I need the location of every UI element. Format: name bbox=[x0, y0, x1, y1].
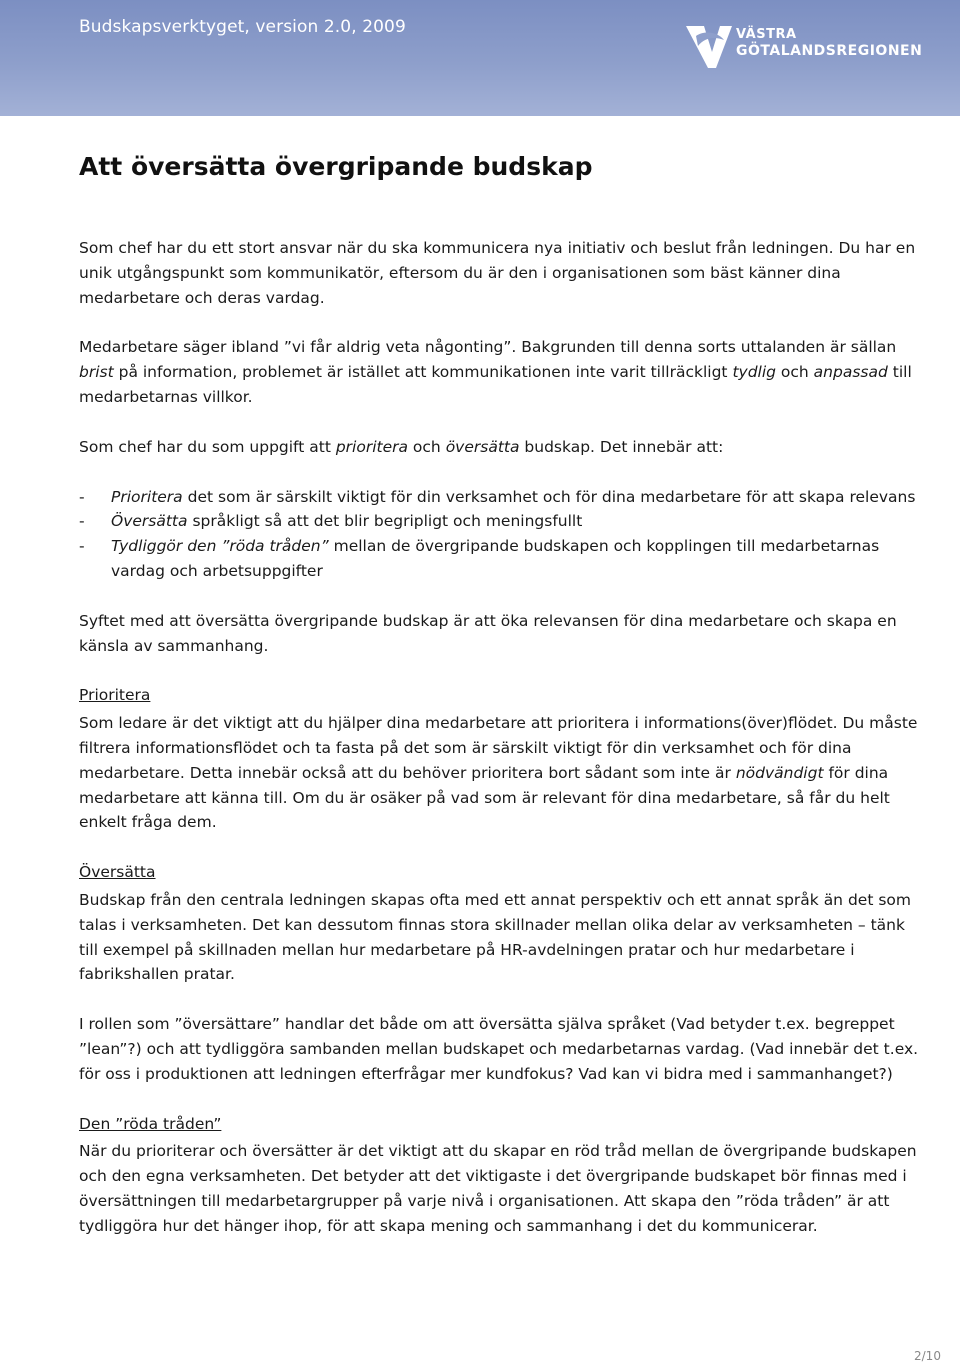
section-heading-oversatta: Översätta bbox=[79, 863, 156, 882]
list-item: - Översätta språkligt så att det blir begripligt och meningsfullt bbox=[79, 512, 583, 531]
logo-text-line1: VÄSTRA bbox=[736, 27, 797, 42]
purpose-paragraph: Syftet med att översätta övergripande budskap är att öka relevansen för dina medarbetare och skapa en känsla av sammanhang. bbox=[79, 611, 897, 655]
prioritera-paragraph: Som ledare är det viktigt att du hjälper dina medarbetare att prioritera i informations(över)flödet. Du måste filtrera informationsflödet och ta fasta på det som är särskilt viktigt för din verksamhet och för dina medarbetare. Detta innebär också att du behöver prioritera bort sådant som inte är nödvändigt för dina medarbetare att känna till. Om du är osäker på vad som är relevant för dina medarbetare, så får du helt enkelt fråga dem. bbox=[79, 714, 918, 832]
oversatta-paragraph-1: Budskap från den centrala ledningen skapas ofta med ett annat perspektiv och ett annat språk än det som talas i verksamheten. Det kan dessutom finnas stora skillnader mellan olika delar av verksamheten – tänk till exempel på skillnaden mellan hur medarbetare på HR-avdelningen pratar och hur medarbetare i fabrikshallen pratar. bbox=[79, 890, 911, 984]
intro-paragraph-1: Som chef har du ett stort ansvar när du ska kommunicera nya initiativ och beslut från ledningen. Du har en unik utgångspunkt som kommunikatör, eftersom du är den i organisationen som bäst känner dina medarbetare och deras vardag. bbox=[79, 239, 916, 307]
task-list bbox=[79, 485, 919, 584]
section-roda-traden bbox=[79, 1112, 919, 1239]
intro-paragraph-2: Medarbetare säger ibland ”vi får aldrig veta någonting”. Bakgrunden till denna sorts uttalanden är sällan brist på information, problemet är istället att kommunikationen inte varit tillräckligt tydlig och anpassad till medarbetarnas villkor. bbox=[79, 338, 912, 406]
page-number: 2/10 bbox=[914, 1349, 941, 1363]
list-item: - Prioritera det som är särskilt viktigt för din verksamhet och för dina medarbetare för att skapa relevans bbox=[79, 487, 916, 506]
section-prioritera bbox=[79, 683, 919, 835]
logo-text-line2: GÖTALANDSREGIONEN bbox=[736, 43, 923, 59]
section-oversatta bbox=[79, 860, 919, 1086]
vgr-logo bbox=[684, 22, 923, 72]
oversatta-paragraph-2: I rollen som ”översättare” handlar det både om att översätta själva språket (Vad betyder t.ex. begreppet ”lean”?) och att tydliggöra sambanden mellan budskapet och medarbetarnas vardag. (Vad innebär det t.ex. för oss i produktionen att ledningen efterfrågar mer kundfokus? Vad kan vi bidra med i sammanhanget?) bbox=[79, 1015, 919, 1083]
document-body bbox=[79, 236, 919, 1264]
document-header-title: Budskapsverktyget, version 2.0, 2009 bbox=[79, 17, 406, 37]
roda-traden-paragraph: När du prioriterar och översätter är det viktigt att du skapar en röd tråd mellan de övergripande budskapen och den egna verksamheten. Det betyder att det viktigaste i det övergripande budskapet bör finnas med i översättningen till medarbetargrupper på varje nivå i organisationen. Att skapa den ”röda tråden” är att tydliggöra hur det hänger ihop, för att skapa mening och sammanhang i det du kommunicerar. bbox=[79, 1142, 917, 1235]
page-title: Att översätta övergripande budskap bbox=[79, 152, 593, 181]
section-heading-roda-traden: Den ”röda tråden” bbox=[79, 1114, 222, 1133]
intro-paragraph-3: Som chef har du som uppgift att prioritera och översätta budskap. Det innebär att: bbox=[79, 437, 724, 456]
header-banner bbox=[0, 0, 960, 116]
section-heading-prioritera: Prioritera bbox=[79, 686, 151, 705]
list-item: - Tydliggör den ”röda tråden” mellan de övergripande budskapen och kopplingen till medarbetarnas vardag och arbetsuppgifter bbox=[79, 537, 880, 580]
logo-mark-icon bbox=[684, 22, 734, 72]
